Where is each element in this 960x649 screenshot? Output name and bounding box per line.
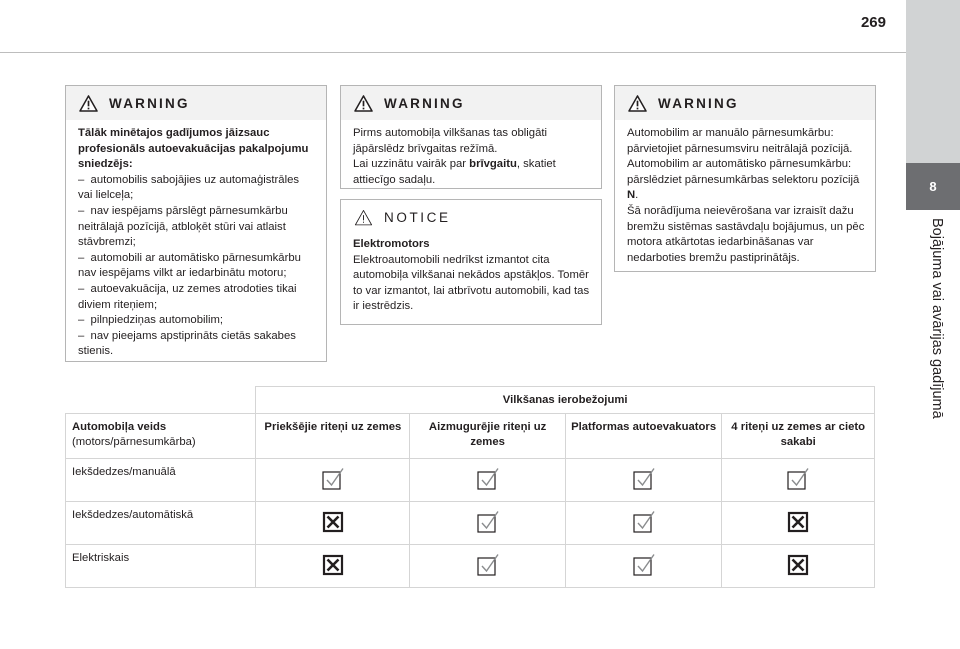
header-rule — [0, 52, 906, 53]
check-allowed-icon — [476, 467, 500, 491]
status-cell — [722, 459, 875, 502]
warning-item: – automobilis sabojājies uz automaģistrāles vai lielceļa; — [78, 173, 303, 202]
warning-text-line — [627, 157, 865, 204]
notice-triangle-icon — [354, 209, 373, 226]
text-part: Lai uzzinātu vairāk par — [353, 158, 470, 171]
warning-triangle-icon — [79, 95, 98, 112]
gear-position-n: N — [627, 189, 636, 202]
vehicle-type-subtitle: (motors/pārnesumkārba) — [72, 436, 196, 448]
notice-box-electric-motor — [340, 199, 602, 325]
warning-item: – nav iespējams pārslēgt pārnesumkārbu neitrālajā pozīcijā, atbloķēt stūri vai atlaist stāvbremzi; — [78, 204, 291, 249]
status-cell — [256, 545, 410, 588]
towing-restrictions-table — [65, 386, 875, 588]
column-header: 4 riteņi uz zemes ar cieto sakabi — [722, 414, 875, 459]
warning-triangle-icon — [354, 95, 373, 112]
warning-body — [66, 120, 326, 368]
warning-title: WARNING — [109, 95, 190, 111]
chapter-number: 8 — [929, 179, 937, 194]
column-header: Platformas autoevakuators — [565, 414, 721, 459]
text-part: . — [635, 189, 639, 202]
notice-header — [341, 200, 601, 234]
page-number: 269 — [860, 14, 886, 31]
table-row — [66, 459, 875, 502]
notice-heading: Elektromotors — [353, 238, 430, 250]
table-row — [66, 545, 875, 588]
table-group-header-row — [66, 387, 875, 414]
warning-header — [66, 86, 326, 120]
warning-text: Automobilim ar manuālo pārnesumkārbu: pārvietojiet pārnesumsviru neitrālajā pozīcijā. — [627, 127, 853, 155]
notice-text: Elektroautomobili nedrīkst izmantot cita automobiļa vilkšanai nekādos apstākļos. Tomēr to var izmantot, lai atbrīvotu automobili, kad tas ir iestrēdzis. — [353, 253, 590, 313]
warning-item: – autoevakuācija, uz zemes atrodoties tikai diviem riteņiem; — [78, 282, 300, 311]
neutral-link-term: brīvgaitu — [469, 158, 517, 171]
vehicle-type-title: Automobiļa veids — [72, 421, 167, 433]
column-header: Priekšējie riteņi uz zemes — [256, 414, 410, 459]
status-cell — [410, 459, 565, 502]
status-cell — [565, 459, 721, 502]
check-allowed-icon — [321, 467, 345, 491]
warning-triangle-icon — [628, 95, 647, 112]
status-cell — [410, 502, 565, 545]
warning-title: WARNING — [658, 95, 739, 111]
warning-header — [615, 86, 875, 120]
text-part: , skatiet attiecīgo sadaļu. — [353, 158, 556, 186]
check-allowed-icon — [476, 553, 500, 577]
notice-body — [341, 234, 601, 323]
warning-body — [341, 120, 601, 196]
check-allowed-icon — [632, 553, 656, 577]
row-label: Elektriskais — [66, 545, 256, 588]
warning-item: – pilnpiedziņas automobilim; — [78, 314, 224, 327]
check-allowed-icon — [786, 467, 810, 491]
table-group-header: Vilkšanas ierobežojumi — [256, 387, 875, 414]
table-column-header-row — [66, 414, 875, 459]
warning-text: Pirms automobiļa vilkšanas tas obligāti jāpārslēdz brīvgaitas režīmā. — [353, 127, 548, 155]
cross-forbidden-icon — [786, 553, 810, 577]
warning-item: – automobili ar automātisko pārnesumkārbu nav iespējams vilkt ar iedarbinātu motoru; — [78, 251, 305, 280]
warning-text: Šā norādījuma neievērošana var izraisīt dažu bremžu sistēmas sastāvdaļu bojājumus, un pēc motora atkārtotas iedarbināšanas var nedarboties bremžu pastiprinātājs. — [627, 204, 865, 264]
warning-box-professional-towing — [65, 85, 327, 362]
warning-box-neutral — [340, 85, 602, 189]
status-cell — [256, 502, 410, 545]
vehicle-type-header — [66, 414, 256, 459]
table-row — [66, 502, 875, 545]
check-allowed-icon — [632, 510, 656, 534]
warning-item: – nav pieejams apstiprināts cietās sakabes stienis. — [78, 329, 300, 358]
status-cell — [256, 459, 410, 502]
chapter-title: Bojājuma vai avārijas gadījumā — [929, 218, 945, 419]
text-part: Automobilim ar automātisko pārnesumkārbu: pārslēdziet pārnesumkārbas selektoru pozīcijā — [627, 158, 860, 186]
warning-text-line — [353, 157, 591, 188]
warning-body — [615, 120, 875, 274]
row-label: Iekšdedzes/automātiskā — [66, 502, 256, 545]
column-header: Aizmugurējie riteņi uz zemes — [410, 414, 565, 459]
warning-lead: Tālāk minētajos gadījumos jāizsauc profesionāls autoevakuācijas pakalpojumu sniedzējs: — [78, 127, 309, 171]
warning-box-gear-selector — [614, 85, 876, 272]
status-cell — [565, 545, 721, 588]
notice-title: NOTICE — [384, 209, 451, 225]
status-cell — [565, 502, 721, 545]
check-allowed-icon — [632, 467, 656, 491]
warning-header — [341, 86, 601, 120]
row-label: Iekšdedzes/manuālā — [66, 459, 256, 502]
warning-title: WARNING — [384, 95, 465, 111]
side-tab-bar — [906, 0, 960, 163]
check-allowed-icon — [476, 510, 500, 534]
cross-forbidden-icon — [321, 553, 345, 577]
cross-forbidden-icon — [786, 510, 810, 534]
status-cell — [722, 502, 875, 545]
cross-forbidden-icon — [321, 510, 345, 534]
status-cell — [722, 545, 875, 588]
status-cell — [410, 545, 565, 588]
table-corner-cell — [66, 387, 256, 414]
chapter-tab[interactable] — [906, 163, 960, 210]
